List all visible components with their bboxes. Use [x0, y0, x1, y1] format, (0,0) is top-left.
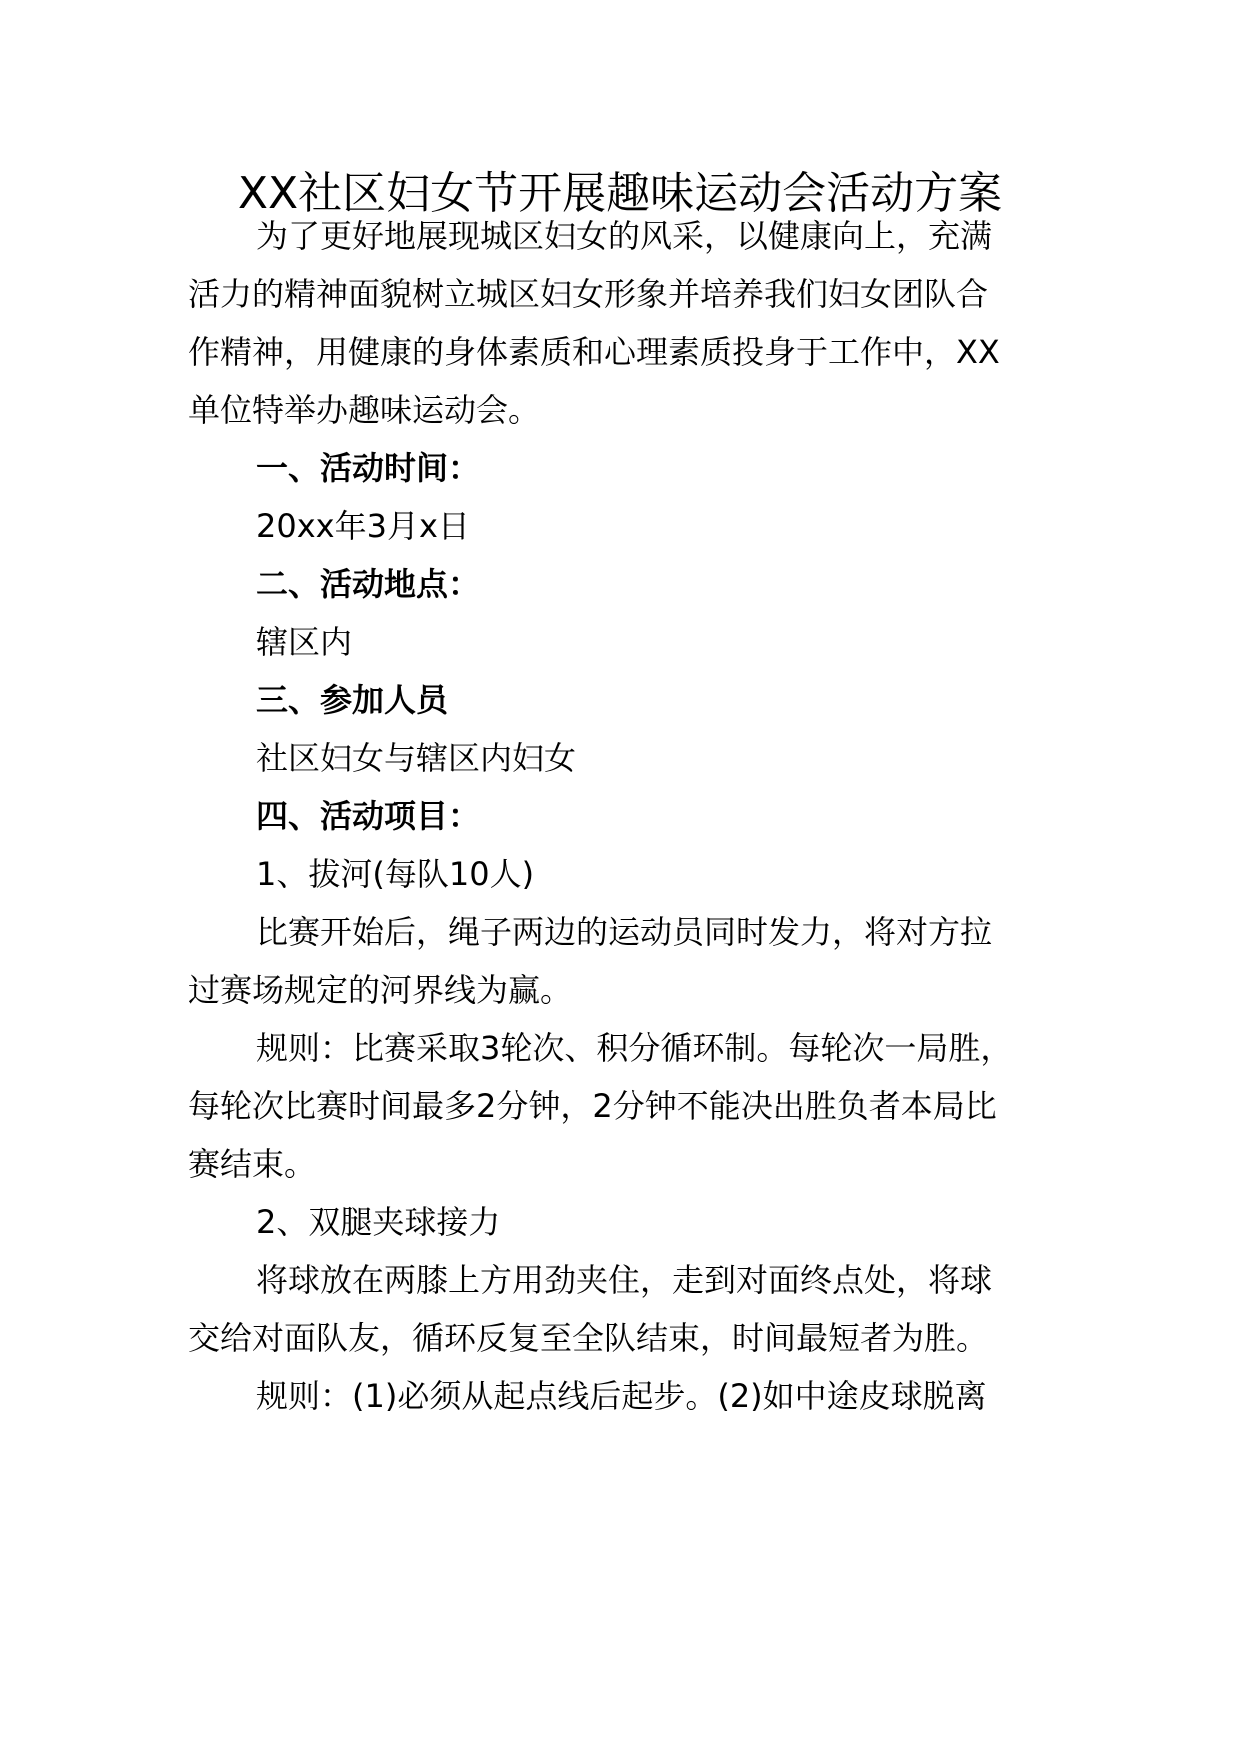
document-title: XX社区妇女节开展趣味运动会活动方案 — [237, 168, 1003, 219]
section-3-heading: 三、参加人员 — [256, 681, 449, 719]
intro-line-3: 作精神，用健康的身体素质和心理素质投身于工作中，XX — [188, 333, 1000, 371]
item-2-title: 2、双腿夹球接力 — [256, 1203, 501, 1241]
item-1-rule-line-3: 赛结束。 — [188, 1145, 317, 1183]
section-2-heading: 二、活动地点： — [256, 565, 481, 603]
item-1-desc-line-1: 比赛开始后，绳子两边的运动员同时发力，将对方拉 — [256, 913, 993, 951]
item-2-desc-line-2: 交给对面队友，循环反复至全队结束，时间最短者为胜。 — [188, 1319, 989, 1357]
item-1-rule-line-1: 规则：比赛采取3轮次、积分循环制。每轮次一局胜， — [256, 1029, 1013, 1067]
item-1-title: 1、拔河(每队10人) — [256, 855, 535, 893]
intro-line-2: 活力的精神面貌树立城区妇女形象并培养我们妇女团队合 — [188, 275, 989, 313]
section-3-content: 社区妇女与辖区内妇女 — [256, 739, 577, 777]
item-2-rule-line-1: 规则：(1)必须从起点线后起步。(2)如中途皮球脱离 — [256, 1377, 987, 1415]
section-1-heading: 一、活动时间： — [256, 449, 481, 487]
item-1-desc-line-2: 过赛场规定的河界线为赢。 — [188, 971, 573, 1009]
intro-line-4: 单位特举办趣味运动会。 — [188, 391, 541, 429]
item-1-rule-line-2: 每轮次比赛时间最多2分钟，2分钟不能决出胜负者本局比 — [188, 1087, 997, 1125]
section-1-content: 20xx年3月x日 — [256, 507, 470, 545]
intro-line-1: 为了更好地展现城区妇女的风采，以健康向上，充满 — [256, 217, 993, 255]
section-2-content: 辖区内 — [256, 623, 353, 661]
item-2-desc-line-1: 将球放在两膝上方用劲夹住，走到对面终点处，将球 — [256, 1261, 993, 1299]
section-4-heading: 四、活动项目： — [256, 797, 481, 835]
